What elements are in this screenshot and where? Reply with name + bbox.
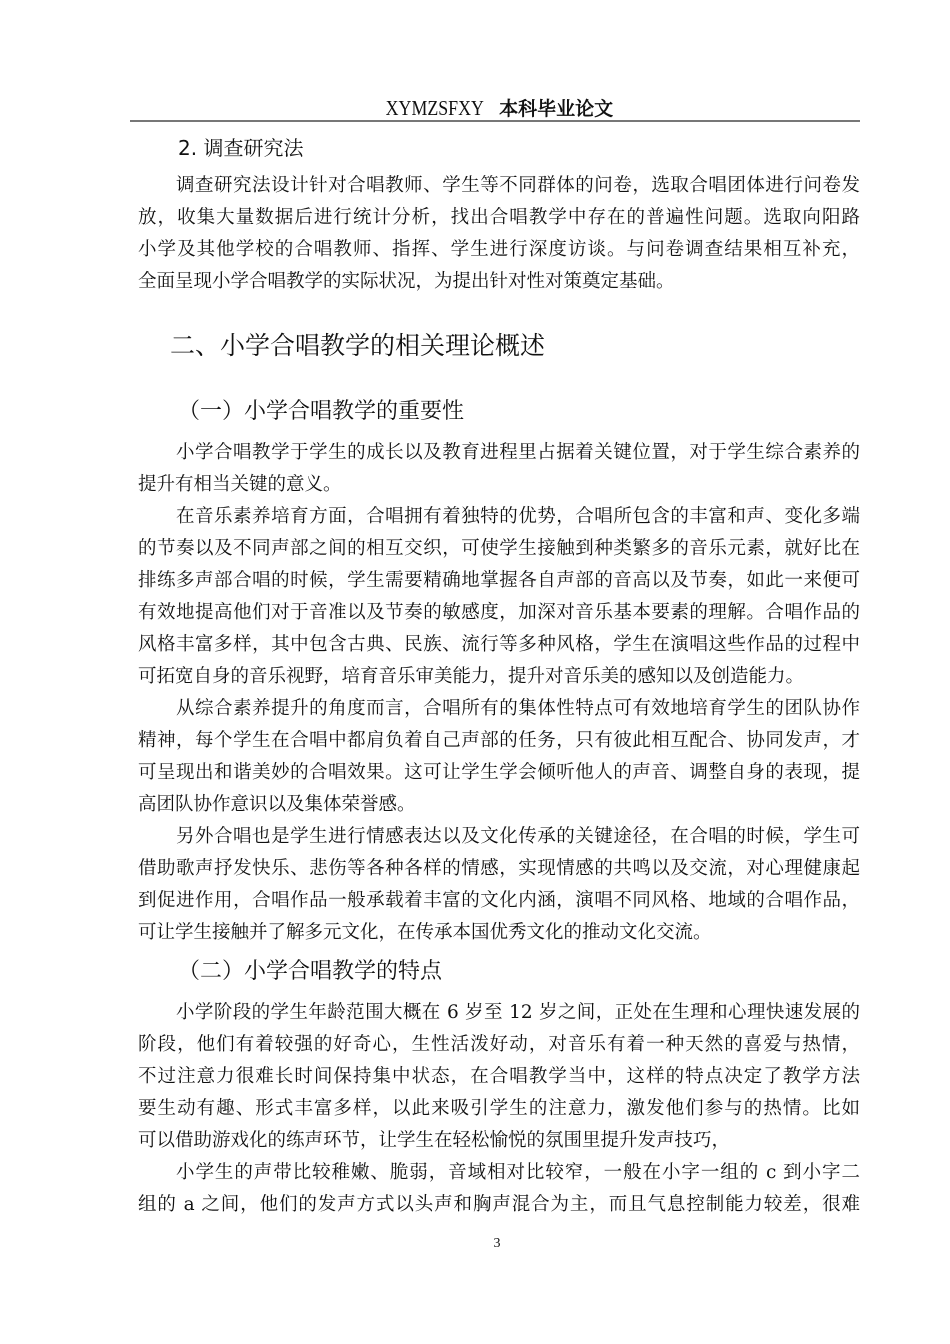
text-line: 组的 a 之间，他们的发声方式以头声和胸声混合为主，而且气息控制能力较差，很难 (138, 1194, 860, 1215)
text-line: 小学生的声带比较稚嫩、脆弱，音域相对比较窄，一般在小字一组的 c 到小字二 (176, 1162, 860, 1183)
text-line: 在音乐素养培育方面，合唱拥有着独特的优势，合唱所包含的丰富和声、变化多端 (176, 506, 860, 527)
text-line: 小学阶段的学生年龄范围大概在 6 岁至 12 岁之间，正处在生理和心理快速发展的 (176, 1002, 860, 1023)
chapter-heading: 二、小学合唱教学的相关理论概述 (170, 331, 546, 360)
text-line: 借助歌声抒发快乐、悲伤等各种各样的情感，实现情感的共鸣以及交流，对心理健康起 (138, 858, 860, 879)
text-line: 高团队协作意识以及集体荣誉感。 (138, 794, 416, 815)
features-body (138, 997, 860, 1221)
text-line: 放，收集大量数据后进行统计分析，找出合唱教学中存在的普遍性问题。选取向阳路 (138, 207, 860, 228)
importance-body (138, 437, 860, 949)
subsection-heading-features: （二）小学合唱教学的特点 (178, 959, 443, 984)
text-line: 不过注意力很难长时间保持集中状态，在合唱教学当中，这样的特点决定了教学方法 (138, 1066, 860, 1087)
text-line: 要生动有趣、形式丰富多样，以此来吸引学生的注意力，激发他们参与的热情。比如 (138, 1098, 860, 1119)
text-line: 风格丰富多样，其中包含古典、民族、流行等多种风格，学生在演唱这些作品的过程中 (138, 634, 860, 655)
text-line: 的节奏以及不同声部之间的相互交织，可使学生接触到种类繁多的音乐元素，就好比在 (138, 538, 860, 559)
subsection-heading-importance: （一）小学合唱教学的重要性 (178, 399, 465, 424)
text-line: 可拓宽自身的音乐视野，培育音乐审美能力，提升对音乐美的感知以及创造能力。 (138, 666, 805, 687)
text-line: 从综合素养提升的角度而言，合唱所有的集体性特点可有效地培育学生的团队协作 (176, 698, 860, 719)
text-line: 提升有相当关键的意义。 (138, 474, 342, 495)
survey-heading: 2. 调查研究法 (178, 136, 304, 160)
text-line: 可让学生接触并了解多元文化，在传承本国优秀文化的推动文化交流。 (138, 922, 712, 943)
text-line: 阶段，他们有着较强的好奇心，生性活泼好动，对音乐有着一种天然的喜爱与热情， (138, 1034, 860, 1055)
survey-paragraph (138, 170, 860, 298)
text-line: 调查研究法设计针对合唱教师、学生等不同群体的问卷，选取合唱团体进行问卷发 (176, 175, 860, 196)
text-line: 排练多声部合唱的时候，学生需要精确地掌握各自声部的音高以及节奏，如此一来便可 (138, 570, 860, 591)
text-line: 全面呈现小学合唱教学的实际状况，为提出针对性对策奠定基础。 (138, 271, 675, 292)
text-line: 另外合唱也是学生进行情感表达以及文化传承的关键途径，在合唱的时候，学生可 (176, 826, 860, 847)
header-title: 本科毕业论文 (499, 98, 614, 120)
text-line: 小学合唱教学于学生的成长以及教育进程里占据着关键位置，对于学生综合素养的 (176, 442, 860, 463)
page-header (130, 94, 860, 122)
header-latin: XYMZSFXY (385, 96, 484, 120)
text-line: 精神，每个学生在合唱中都肩负着自己声部的任务，只有彼此相互配合、协同发声，才 (138, 730, 860, 751)
text-line: 可以借助游戏化的练声环节，让学生在轻松愉悦的氛围里提升发声技巧， (138, 1130, 731, 1151)
header-rule (130, 120, 860, 122)
text-line: 小学及其他学校的合唱教师、指挥、学生进行深度访谈。与问卷调查结果相互补充， (138, 239, 860, 260)
text-line: 到促进作用，合唱作品一般承载着丰富的文化内涵，演唱不同风格、地域的合唱作品， (138, 890, 860, 911)
text-line: 有效地提高他们对于音准以及节奏的敏感度，加深对音乐基本要素的理解。合唱作品的 (138, 602, 860, 623)
text-line: 可呈现出和谐美妙的合唱效果。这可让学生学会倾听他人的声音、调整自身的表现，提 (138, 762, 860, 783)
page-number: 3 (493, 1236, 501, 1251)
